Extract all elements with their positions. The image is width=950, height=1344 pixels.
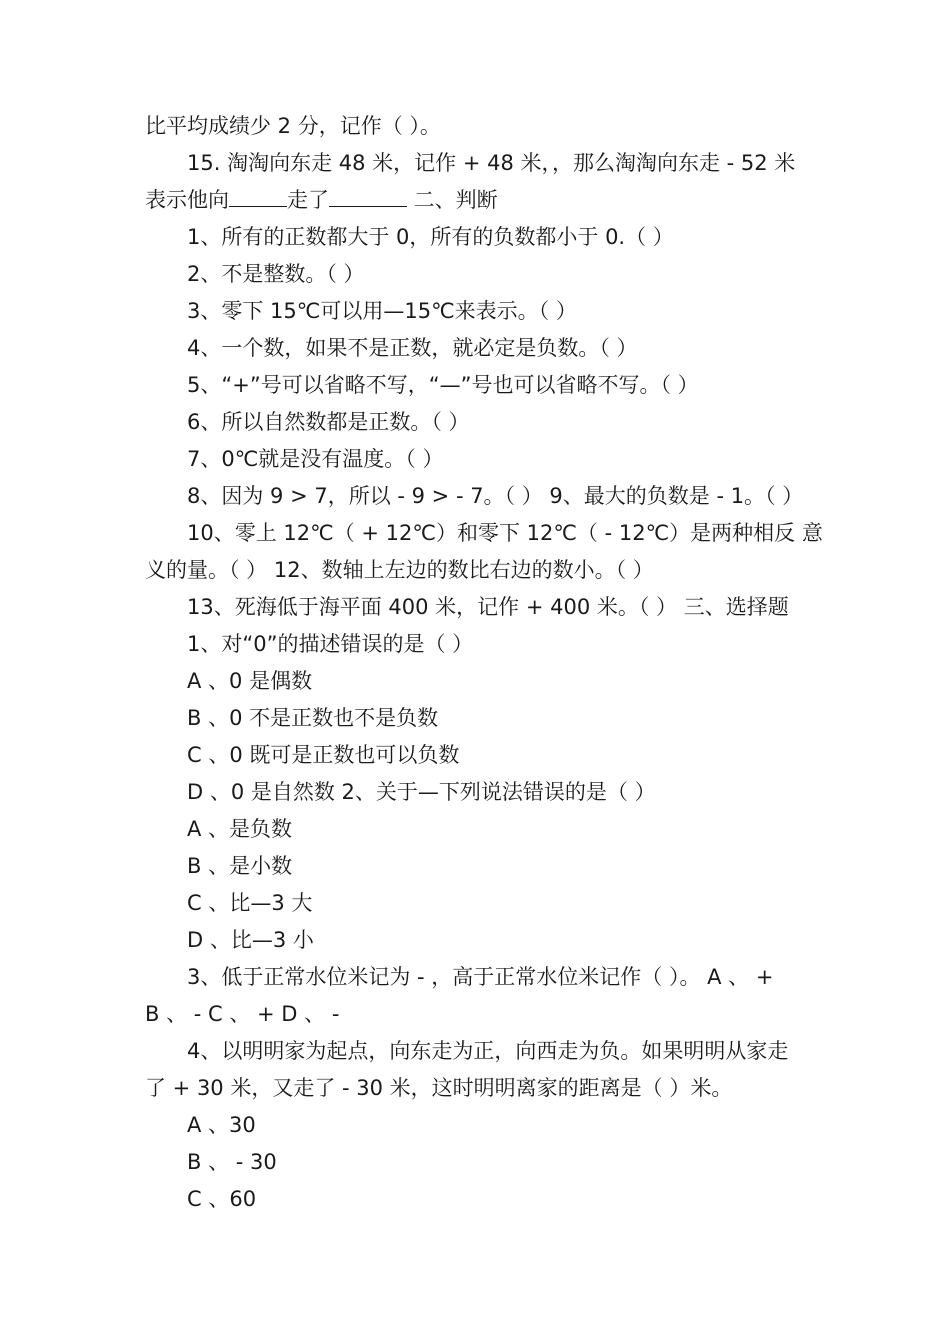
judge-item-5: 5、“+”号可以省略不写，“—”号也可以省略不写。（ ） (187, 373, 699, 397)
judge-item-3: 3、零下 15℃可以用—15℃来表示。（ ） (187, 299, 577, 323)
choice-option: D 、比—3 小 (187, 928, 314, 952)
question-15-line-1: 15. 淘淘向东走 48 米，记作 + 48 米，，那么淘淘向东走 - 52 米 (187, 151, 796, 175)
text-segment: 走了 (287, 188, 329, 212)
fill-blank-distance (329, 186, 407, 207)
choice-option: C 、60 (187, 1187, 257, 1211)
choice-question-4-line-2: 了 + 30 米，又走了 - 30 米，这时明明离家的距离是（ ）米。 (145, 1076, 733, 1100)
judge-item-13: 13、死海低于海平面 400 米，记作 + 400 米。（ ） 三、选择题 (187, 595, 789, 619)
question-15-line-2 (145, 186, 825, 214)
choice-option: A 、30 (187, 1113, 256, 1137)
section-heading-judge: 二、判断 (407, 188, 498, 212)
judge-item-10-line-1: 10、零上 12℃（ + 12℃）和零下 12℃（ - 12℃）是两种相反 意 (187, 521, 823, 545)
judge-item-4: 4、一个数，如果不是正数，就必定是负数。（ ） (187, 336, 638, 360)
judge-item-2: 2、不是整数。（ ） (187, 262, 365, 286)
judge-item-6: 6、所以自然数都是正数。（ ） (187, 410, 470, 434)
text-segment: 表示他向 (145, 188, 229, 212)
choice-question-1: 1、对“0”的描述错误的是（ ） (187, 632, 474, 656)
choice-option-and-question-2: D 、0 是自然数 2、关于—下列说法错误的是（ ） (187, 780, 656, 804)
choice-question-4-line-1: 4、以明明家为起点，向东走为正，向西走为负。如果明明从家走 (187, 1039, 789, 1063)
choice-option: B 、是小数 (187, 854, 293, 878)
fill-blank-direction (229, 186, 287, 207)
judge-item-8-9: 8、因为 9 > 7，所以 - 9 > - 7。（ ） 9、最大的负数是 - 1。（ ） (187, 484, 804, 508)
choice-option: A 、0 是偶数 (187, 669, 313, 693)
judge-item-1: 1、所有的正数都大于 0，所有的负数都小于 0.（ ） (187, 225, 674, 249)
choice-question-3-line-1: 3、低于正常水位米记为 - ，高于正常水位米记作（ ）。 A 、 + (187, 965, 774, 989)
text-line: 比平均成绩少 2 分，记作（ ）。 (145, 114, 441, 138)
choice-option: C 、0 既可是正数也可以负数 (187, 743, 460, 767)
judge-item-10-12-line-2: 义的量。（ ） 12、数轴上左边的数比右边的数小。（ ） (145, 558, 654, 582)
choice-option: B 、 - 30 (187, 1150, 277, 1174)
choice-question-3-line-2: B 、 - C 、 + D 、 - (145, 1002, 340, 1026)
choice-option: B 、0 不是正数也不是负数 (187, 706, 439, 730)
judge-item-7: 7、0℃就是没有温度。（ ） (187, 447, 444, 471)
choice-option: C 、比—3 大 (187, 891, 313, 915)
choice-option: A 、是负数 (187, 817, 293, 841)
